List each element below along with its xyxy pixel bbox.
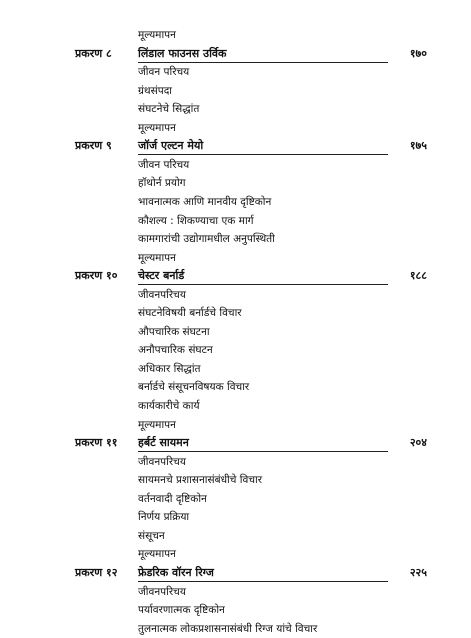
toc-topic-row [0, 63, 471, 81]
toc-topic: संघटनेविषयी बर्नार्डचे विचार [138, 307, 242, 320]
chapter-header-row [0, 45, 471, 63]
toc-topic-row [0, 119, 471, 137]
toc-topic-row [0, 583, 471, 601]
chapter-title: हर्बर्ट सायमन [138, 436, 189, 450]
toc-topic-row [0, 249, 471, 267]
toc-topic: कौशल्य : शिकण्याचा एक मार्ग [138, 214, 254, 227]
toc-topic: ग्रंथसंपदा [138, 84, 172, 97]
toc-topic: मूल्यमापन [138, 29, 176, 41]
toc-topic: तुलनात्मक लोकप्रशासनासंबंधी रिग्ज यांचे विचार [138, 622, 318, 635]
toc-topic-row [0, 26, 471, 44]
toc-topic-row [0, 156, 471, 174]
toc-topic: कार्यकारीचे कार्य [138, 400, 200, 412]
toc-topic: जीवनपरिचय [138, 288, 186, 301]
toc-topic-row [0, 193, 471, 211]
chapter-title: फ्रेडरिक वॉरन रिग्ज [138, 565, 214, 579]
toc-topic-row [0, 601, 471, 619]
toc-topic-row [0, 397, 471, 415]
chapter-header-row [0, 137, 471, 155]
toc-topic-row [0, 304, 471, 322]
toc-topic: पर्यावरणात्मक दृष्टिकोन [138, 604, 225, 617]
chapter-title: लिंडाल फाउनस उर्विक [138, 46, 227, 60]
toc-topic: वर्तनवादी दृष्टिकोन [138, 492, 207, 505]
toc-topic-row [0, 230, 471, 248]
toc-topic: सायमनचे प्रशासनासंबंधीचे विचार [138, 474, 263, 487]
chapter-page-number: २०४ [409, 436, 427, 450]
chapter-page-number: २२५ [409, 565, 427, 579]
toc-topic-row [0, 620, 471, 638]
chapter-header-row [0, 564, 471, 582]
toc-topic-row [0, 545, 471, 563]
toc-topic: निर्णय प्रक्रिया [138, 511, 190, 524]
toc-topic-row [0, 378, 471, 396]
toc-topic: मूल्यमापन [138, 121, 176, 134]
toc-topic-row [0, 453, 471, 471]
chapter-title: चेस्टर बर्नार्ड [138, 269, 185, 283]
chapter-page-number: १८८ [409, 269, 427, 283]
toc-topic-row [0, 527, 471, 545]
toc-topic: संघटनेचे सिद्धांत [138, 103, 200, 116]
toc-topic: हॉथोर्न प्रयोग [138, 177, 186, 190]
chapter-header-row [0, 267, 471, 285]
chapter-label: प्रकरण ११ [75, 436, 118, 450]
toc-topic: औपचारिक संघटना [138, 325, 210, 338]
toc-topic: जीवन परिचय [138, 158, 190, 171]
toc-topic-row [0, 82, 471, 100]
toc-topic: मूल्यमापन [138, 251, 176, 264]
toc-topic: जीवनपरिचय [138, 585, 186, 598]
chapter-label: प्रकरण १२ [75, 565, 118, 579]
toc-topic: अधिकार सिद्धांत [138, 362, 201, 375]
toc-topic-row [0, 490, 471, 508]
toc-topic: अनौपचारिक संघटन [138, 344, 213, 357]
toc-topic: मूल्यमापन [138, 548, 176, 561]
toc-topic-row [0, 174, 471, 192]
toc-topic-row [0, 360, 471, 378]
chapter-header-row [0, 434, 471, 452]
toc-topic-row [0, 416, 471, 434]
toc-topic: संसूचन [138, 529, 165, 542]
chapter-title: जॉर्ज एल्टन मेयो [138, 139, 204, 153]
toc-topic-row [0, 341, 471, 359]
chapter-label: प्रकरण ९ [75, 139, 112, 153]
chapter-label: प्रकरण १० [75, 269, 118, 283]
toc-topic: बर्नार्डचे संसूचनविषयक विचार [138, 381, 250, 394]
toc-topic: भावनात्मक आणि मानवीय दृष्टिकोन [138, 195, 272, 208]
toc-topic-row [0, 100, 471, 118]
toc-topic-row [0, 212, 471, 230]
chapter-label: प्रकरण ८ [75, 46, 112, 60]
toc-topic: जीवन परिचय [138, 66, 190, 79]
toc-topic-row [0, 286, 471, 304]
chapter-page-number: १७० [409, 46, 427, 60]
toc-topic: कामगारांची उद्योगामधील अनुपस्थिती [138, 233, 275, 246]
toc-topic-row [0, 508, 471, 526]
toc-topic-row [0, 323, 471, 341]
toc-topic: मूल्यमापन [138, 418, 176, 431]
toc-topic-row [0, 471, 471, 489]
toc-topic: जीवनपरिचय [138, 455, 186, 468]
chapter-page-number: १७५ [409, 139, 427, 153]
